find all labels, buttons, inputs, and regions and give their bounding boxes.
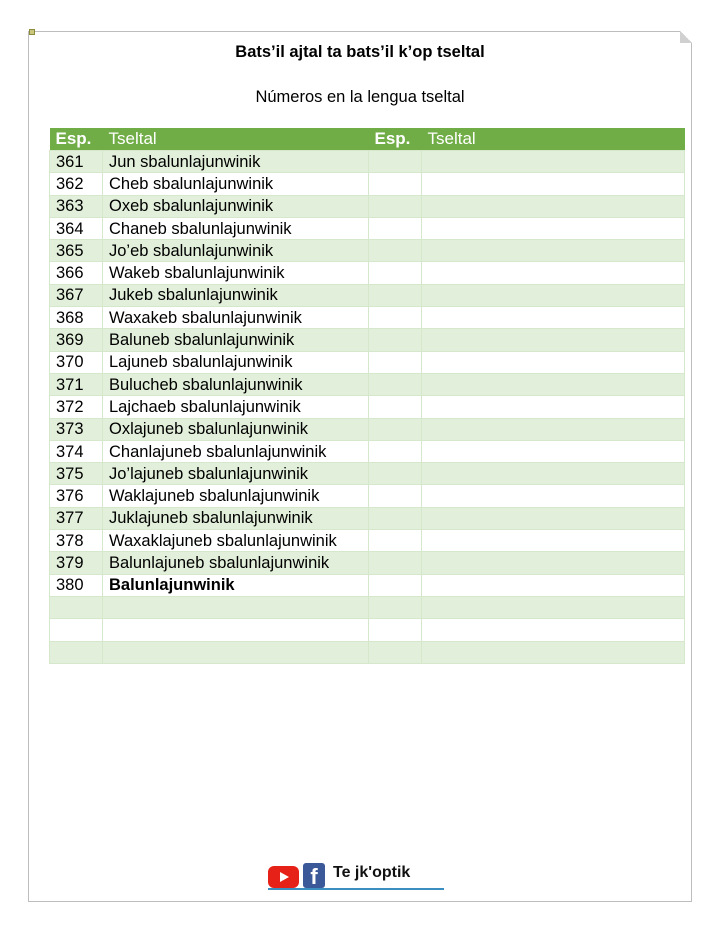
empty-cell — [369, 307, 422, 329]
empty-cell — [422, 596, 685, 618]
table-row — [50, 240, 685, 262]
empty-cell — [422, 284, 685, 306]
header-tseltal-2: Tseltal — [422, 128, 685, 151]
empty-cell — [422, 507, 685, 529]
table-header-row — [50, 128, 685, 151]
empty-cell — [50, 619, 103, 641]
page-title: Bats’il ajtal ta bats’il k’op tseltal — [235, 43, 485, 61]
tseltal-cell: Jun sbalunlajunwinik — [103, 151, 369, 173]
empty-cell — [369, 373, 422, 395]
number-cell: 368 — [50, 307, 103, 329]
empty-cell — [422, 574, 685, 596]
table-row — [50, 329, 685, 351]
empty-cell — [422, 173, 685, 195]
table-row — [50, 195, 685, 217]
tseltal-cell: Waxaklajuneb sbalunlajunwinik — [103, 530, 369, 552]
empty-cell — [369, 351, 422, 373]
table-row — [50, 641, 685, 663]
number-cell: 362 — [50, 173, 103, 195]
number-cell: 369 — [50, 329, 103, 351]
number-cell: 380 — [50, 574, 103, 596]
anchor-icon — [29, 29, 35, 35]
empty-cell — [369, 619, 422, 641]
tseltal-cell: Balunlajunwinik — [103, 574, 369, 596]
empty-cell — [422, 262, 685, 284]
tseltal-cell: Cheb sbalunlajunwinik — [103, 173, 369, 195]
number-cell: 372 — [50, 396, 103, 418]
table-row — [50, 262, 685, 284]
tseltal-cell: Oxeb sbalunlajunwinik — [103, 195, 369, 217]
empty-cell — [369, 641, 422, 663]
number-cell: 373 — [50, 418, 103, 440]
tseltal-cell: Juklajuneb sbalunlajunwinik — [103, 507, 369, 529]
table-row — [50, 418, 685, 440]
table-row — [50, 463, 685, 485]
empty-cell — [369, 173, 422, 195]
table-row — [50, 151, 685, 173]
empty-cell — [369, 507, 422, 529]
table-row — [50, 440, 685, 462]
tseltal-cell: Jukeb sbalunlajunwinik — [103, 284, 369, 306]
empty-cell — [422, 463, 685, 485]
empty-cell — [369, 574, 422, 596]
table-row — [50, 530, 685, 552]
empty-cell — [422, 307, 685, 329]
page-fold-corner — [680, 31, 692, 43]
empty-cell — [422, 373, 685, 395]
table-row — [50, 217, 685, 239]
header-tseltal-1: Tseltal — [103, 128, 369, 151]
number-cell: 376 — [50, 485, 103, 507]
empty-cell — [422, 485, 685, 507]
number-cell: 367 — [50, 284, 103, 306]
empty-cell — [369, 396, 422, 418]
empty-cell — [50, 596, 103, 618]
number-cell: 374 — [50, 440, 103, 462]
tseltal-cell: Wakeb sbalunlajunwinik — [103, 262, 369, 284]
numbers-table — [49, 128, 685, 664]
empty-cell — [422, 440, 685, 462]
empty-cell — [369, 284, 422, 306]
empty-cell — [369, 262, 422, 284]
empty-cell — [422, 195, 685, 217]
empty-cell — [369, 485, 422, 507]
table-row — [50, 351, 685, 373]
tseltal-cell: Chanlajuneb sbalunlajunwinik — [103, 440, 369, 462]
empty-cell — [369, 240, 422, 262]
table-row — [50, 284, 685, 306]
empty-cell — [369, 217, 422, 239]
table-row — [50, 574, 685, 596]
empty-cell — [422, 329, 685, 351]
empty-cell — [422, 151, 685, 173]
empty-cell — [422, 530, 685, 552]
footer-label: Te jk'optik — [333, 864, 411, 881]
header-esp-2: Esp. — [369, 128, 422, 151]
empty-cell — [422, 217, 685, 239]
empty-cell — [369, 418, 422, 440]
number-cell: 379 — [50, 552, 103, 574]
empty-cell — [369, 552, 422, 574]
number-cell: 365 — [50, 240, 103, 262]
empty-cell — [422, 351, 685, 373]
tseltal-cell: Bulucheb sbalunlajunwinik — [103, 373, 369, 395]
number-cell: 375 — [50, 463, 103, 485]
tseltal-cell: Baluneb sbalunlajunwinik — [103, 329, 369, 351]
table-row — [50, 507, 685, 529]
number-cell: 361 — [50, 151, 103, 173]
empty-cell — [422, 418, 685, 440]
empty-cell — [50, 641, 103, 663]
empty-cell — [369, 530, 422, 552]
number-cell: 378 — [50, 530, 103, 552]
table-row — [50, 373, 685, 395]
header-esp-1: Esp. — [50, 128, 103, 151]
footer-brand — [268, 862, 444, 890]
number-cell: 363 — [50, 195, 103, 217]
youtube-icon[interactable] — [268, 866, 299, 888]
empty-cell — [422, 240, 685, 262]
empty-cell — [103, 619, 369, 641]
facebook-icon[interactable]: f — [303, 863, 325, 888]
empty-cell — [422, 619, 685, 641]
number-cell: 370 — [50, 351, 103, 373]
table-row — [50, 173, 685, 195]
empty-cell — [369, 463, 422, 485]
tseltal-cell: Chaneb sbalunlajunwinik — [103, 217, 369, 239]
empty-cell — [369, 151, 422, 173]
empty-cell — [422, 641, 685, 663]
empty-cell — [369, 596, 422, 618]
empty-cell — [422, 552, 685, 574]
number-cell: 371 — [50, 373, 103, 395]
tseltal-cell: Balunlajuneb sbalunlajunwinik — [103, 552, 369, 574]
tseltal-cell: Waklajuneb sbalunlajunwinik — [103, 485, 369, 507]
table-row — [50, 619, 685, 641]
tseltal-cell: Waxakeb sbalunlajunwinik — [103, 307, 369, 329]
tseltal-cell: Jo’lajuneb sbalunlajunwinik — [103, 463, 369, 485]
empty-cell — [103, 641, 369, 663]
page-subtitle: Números en la lengua tseltal — [255, 88, 465, 106]
number-cell: 377 — [50, 507, 103, 529]
tseltal-cell: Jo’eb sbalunlajunwinik — [103, 240, 369, 262]
table-row — [50, 396, 685, 418]
empty-cell — [369, 440, 422, 462]
empty-cell — [369, 329, 422, 351]
table-row — [50, 485, 685, 507]
number-cell: 366 — [50, 262, 103, 284]
empty-cell — [422, 396, 685, 418]
table-row — [50, 552, 685, 574]
empty-cell — [369, 195, 422, 217]
table-row — [50, 307, 685, 329]
empty-cell — [103, 596, 369, 618]
tseltal-cell: Lajchaeb sbalunlajunwinik — [103, 396, 369, 418]
number-cell: 364 — [50, 217, 103, 239]
tseltal-cell: Oxlajuneb sbalunlajunwinik — [103, 418, 369, 440]
tseltal-cell: Lajuneb sbalunlajunwinik — [103, 351, 369, 373]
table-row — [50, 596, 685, 618]
